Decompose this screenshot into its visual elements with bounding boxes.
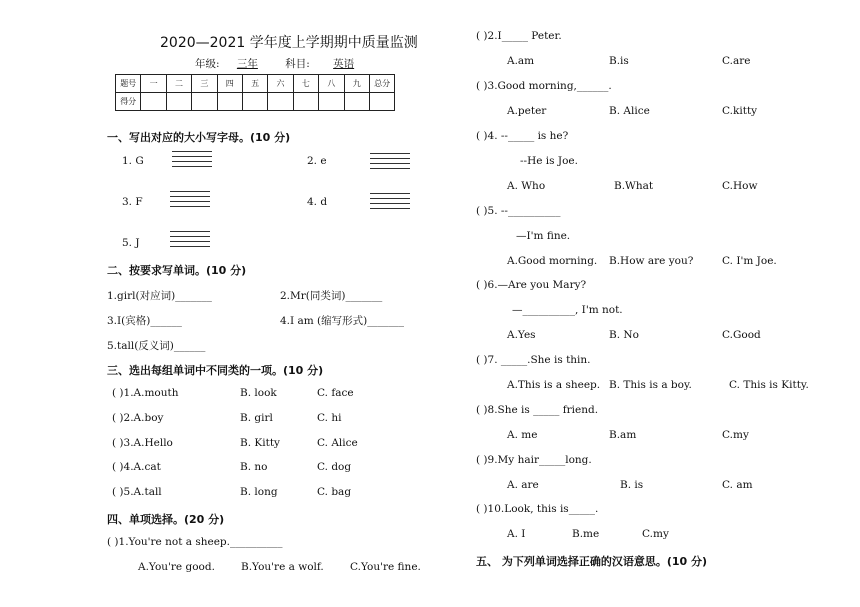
q2-option: A.am bbox=[507, 55, 535, 67]
score-cell[interactable] bbox=[217, 93, 242, 111]
q5-option: A.Good morning. bbox=[507, 255, 598, 267]
sec3-option: B. look bbox=[240, 387, 277, 399]
q7-text: ( )7. _____.She is thin. bbox=[476, 354, 591, 366]
q3-option: B. Alice bbox=[609, 105, 650, 117]
sec3-question: ( )5.A.tall bbox=[112, 486, 162, 498]
q7-option: C. This is Kitty. bbox=[729, 379, 809, 391]
score-cell[interactable] bbox=[369, 93, 394, 111]
score-row bbox=[116, 93, 395, 111]
q8-option: A. me bbox=[507, 429, 538, 441]
q6-option: C.Good bbox=[722, 329, 761, 341]
score-cell[interactable] bbox=[293, 93, 318, 111]
sec3-question: ( )2.A.boy bbox=[112, 412, 164, 424]
score-header-cell: 七 bbox=[293, 75, 318, 93]
score-header-cell: 四 bbox=[217, 75, 242, 93]
q4-answer: --He is Joe. bbox=[520, 155, 578, 167]
q8-option: B.am bbox=[609, 429, 637, 441]
score-header-cell: 三 bbox=[192, 75, 217, 93]
q1-option: B.You're a wolf. bbox=[241, 561, 324, 573]
score-header-cell: 六 bbox=[268, 75, 293, 93]
grade-value: 三年 bbox=[236, 58, 258, 70]
sec3-option: C. bag bbox=[317, 486, 352, 498]
subject-value: 英语 bbox=[333, 58, 355, 70]
grade-label: 年级: bbox=[195, 58, 220, 70]
section-4-heading: 四、单项选择。(20 分) bbox=[107, 513, 225, 526]
sec2-item: 5.tall(反义词)______ bbox=[107, 340, 206, 352]
q6-text: ( )6.—Are you Mary? bbox=[476, 279, 587, 291]
q6-option: A.Yes bbox=[507, 329, 536, 341]
sec1-item: 4. d bbox=[307, 196, 328, 208]
q4-option: A. Who bbox=[507, 180, 546, 192]
q10-text: ( )10.Look, this is_____. bbox=[476, 503, 599, 515]
q9-text: ( )9.My hair_____long. bbox=[476, 454, 592, 466]
q9-option: A. are bbox=[507, 479, 539, 491]
q8-text: ( )8.She is _____ friend. bbox=[476, 404, 599, 416]
sec1-item: 2. e bbox=[307, 155, 327, 167]
score-cell[interactable] bbox=[242, 93, 267, 111]
q5-text: ( )5. --__________ bbox=[476, 205, 561, 217]
q7-option: A.This is a sheep. bbox=[507, 379, 601, 391]
q1-option: A.You're good. bbox=[138, 561, 215, 573]
sec3-option: C. face bbox=[317, 387, 354, 399]
grade-subject-line bbox=[195, 56, 374, 71]
sec3-question: ( )4.A.cat bbox=[112, 461, 161, 473]
score-cell[interactable] bbox=[192, 93, 217, 111]
sec3-option: B. no bbox=[240, 461, 268, 473]
sec3-option: C. dog bbox=[317, 461, 352, 473]
score-cell[interactable] bbox=[141, 93, 166, 111]
q5-answer: —I'm fine. bbox=[516, 230, 571, 242]
writing-lines[interactable] bbox=[170, 191, 210, 211]
writing-lines[interactable] bbox=[370, 153, 410, 173]
q4-option: B.What bbox=[614, 180, 654, 192]
score-header-cell: 五 bbox=[242, 75, 267, 93]
score-cell[interactable] bbox=[268, 93, 293, 111]
q2-text: ( )2.I_____ Peter. bbox=[476, 30, 562, 42]
sec2-item: 2.Mr(同类词)_______ bbox=[280, 290, 383, 302]
q2-option: B.is bbox=[609, 55, 629, 67]
q8-option: C.my bbox=[722, 429, 749, 441]
q10-option: B.me bbox=[572, 528, 600, 540]
sec3-option: C. hi bbox=[317, 412, 342, 424]
q9-option: C. am bbox=[722, 479, 753, 491]
sec3-option: B. Kitty bbox=[240, 437, 280, 449]
score-header-cell: 题号 bbox=[116, 75, 141, 93]
score-header-cell: 一 bbox=[141, 75, 166, 93]
writing-lines[interactable] bbox=[170, 231, 210, 251]
score-table bbox=[115, 74, 395, 111]
q5-option: C. I'm Joe. bbox=[722, 255, 777, 267]
q6-option: B. No bbox=[609, 329, 639, 341]
sec1-item: 1. G bbox=[122, 155, 144, 167]
sec3-option: B. long bbox=[240, 486, 278, 498]
sec1-item: 3. F bbox=[122, 196, 143, 208]
section-2-heading: 二、按要求写单词。(10 分) bbox=[107, 264, 247, 277]
score-header-cell: 总分 bbox=[369, 75, 394, 93]
q7-option: B. This is a boy. bbox=[609, 379, 692, 391]
q1-option: C.You're fine. bbox=[350, 561, 421, 573]
q10-option: A. I bbox=[507, 528, 526, 540]
writing-lines[interactable] bbox=[172, 151, 212, 171]
sec2-item: 4.I am (缩写形式)_______ bbox=[280, 315, 405, 327]
sec3-question: ( )1.A.mouth bbox=[112, 387, 179, 399]
score-header-row bbox=[116, 75, 395, 93]
q4-text: ( )4. --_____ is he? bbox=[476, 130, 569, 142]
sec3-option: C. Alice bbox=[317, 437, 358, 449]
score-row-label: 得分 bbox=[116, 93, 141, 111]
subject-label: 科目: bbox=[285, 58, 310, 70]
q1-text: ( )1.You're not a sheep.__________ bbox=[107, 536, 283, 548]
sec2-item: 1.girl(对应词)_______ bbox=[107, 290, 212, 302]
page-title: 2020—2021 学年度上学期期中质量监测 bbox=[160, 35, 418, 51]
q5-option: B.How are you? bbox=[609, 255, 694, 267]
score-header-cell: 九 bbox=[344, 75, 369, 93]
q3-option: C.kitty bbox=[722, 105, 758, 117]
sec3-question: ( )3.A.Hello bbox=[112, 437, 173, 449]
q3-option: A.peter bbox=[507, 105, 547, 117]
section-5-heading: 五、 为下列单词选择正确的汉语意思。(10 分) bbox=[476, 555, 708, 568]
sec2-item: 3.I(宾格)______ bbox=[107, 315, 182, 327]
sec1-item: 5. J bbox=[122, 237, 140, 249]
q9-option: B. is bbox=[620, 479, 644, 491]
score-header-cell: 二 bbox=[166, 75, 191, 93]
writing-lines[interactable] bbox=[370, 193, 410, 213]
section-1-heading: 一、写出对应的大小写字母。(10 分) bbox=[107, 131, 291, 144]
score-cell[interactable] bbox=[319, 93, 344, 111]
q10-option: C.my bbox=[642, 528, 669, 540]
score-cell[interactable] bbox=[166, 93, 191, 111]
score-cell[interactable] bbox=[344, 93, 369, 111]
q6-answer: —__________, I'm not. bbox=[512, 304, 623, 316]
sec3-option: B. girl bbox=[240, 412, 273, 424]
q4-option: C.How bbox=[722, 180, 758, 192]
q3-text: ( )3.Good morning,______. bbox=[476, 80, 612, 92]
score-header-cell: 八 bbox=[319, 75, 344, 93]
q2-option: C.are bbox=[722, 55, 751, 67]
section-3-heading: 三、选出每组单词中不同类的一项。(10 分) bbox=[107, 364, 324, 377]
